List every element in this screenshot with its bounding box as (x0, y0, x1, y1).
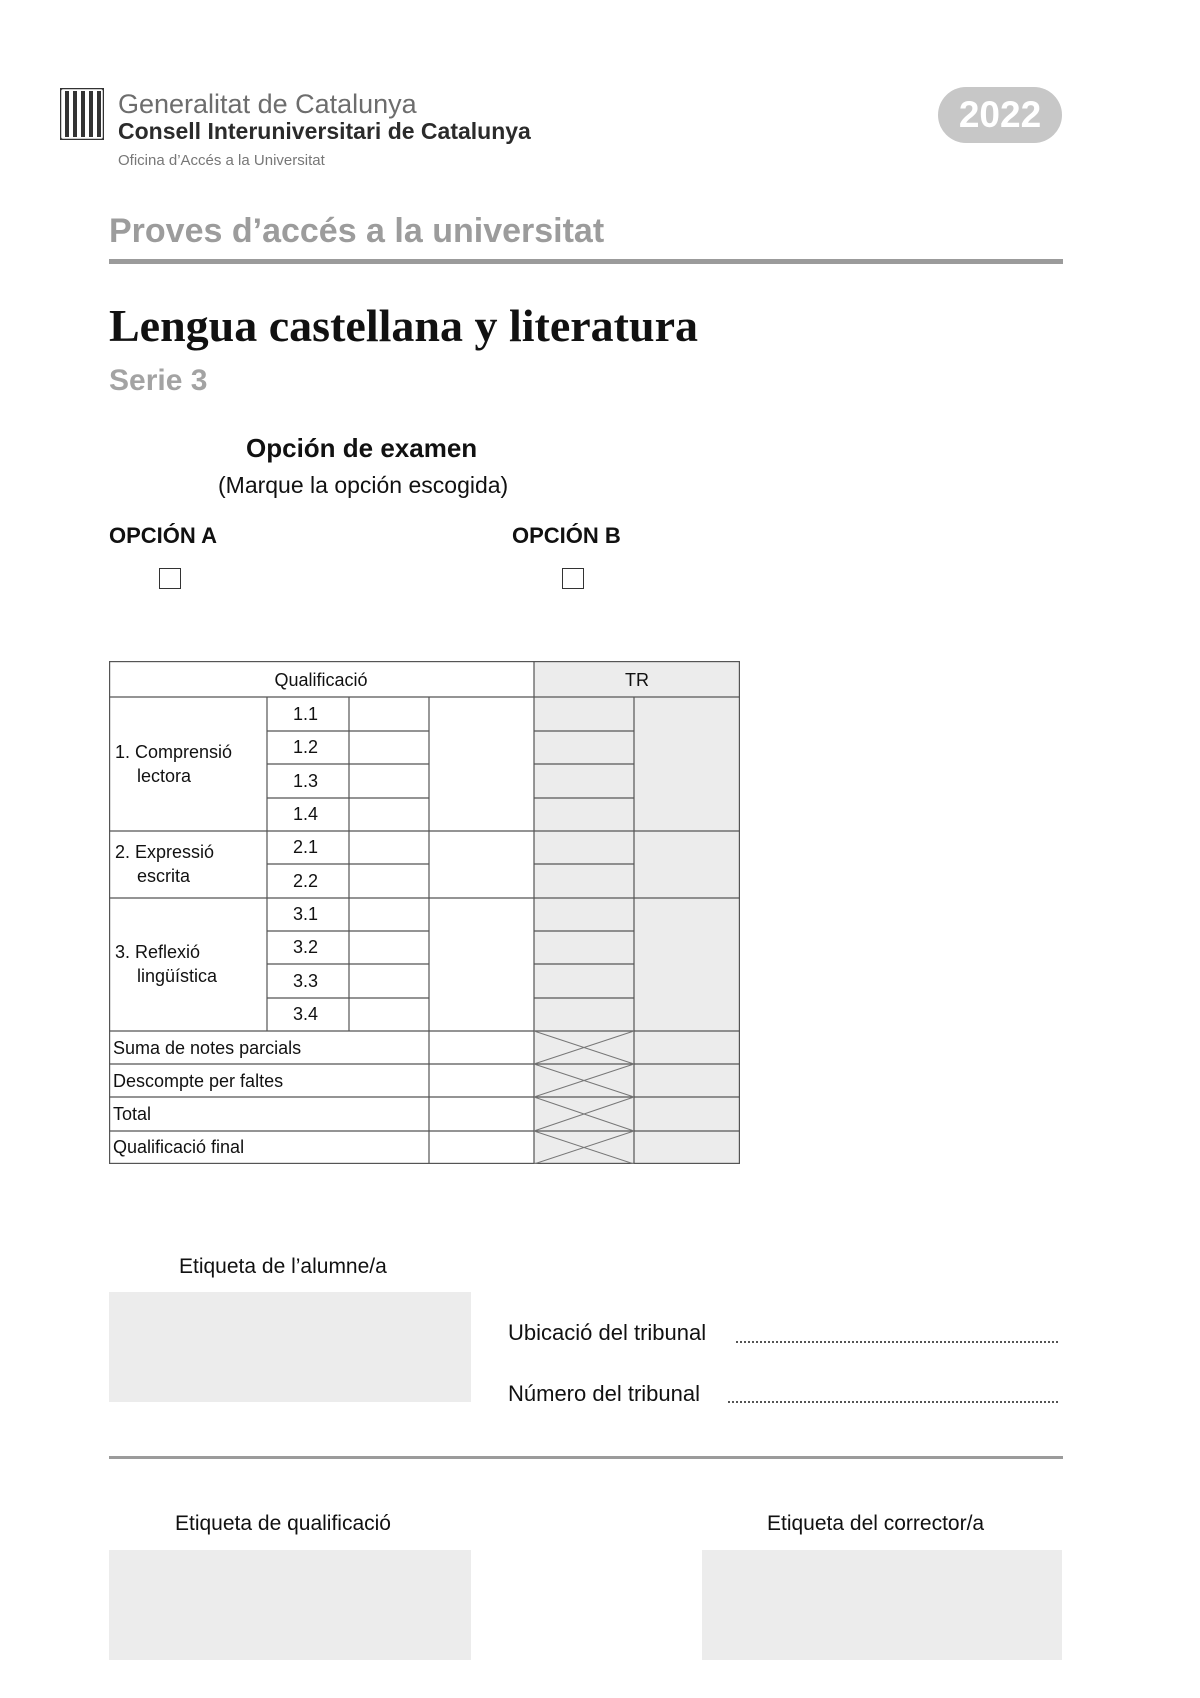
item-number: 3.4 (293, 1004, 319, 1024)
section-label: escrita (137, 866, 191, 886)
grade-table (109, 661, 740, 1164)
option-title: Opción de examen (246, 433, 478, 463)
section-label: lectora (137, 766, 192, 786)
item-number: 3.3 (293, 971, 319, 991)
summary-row-label: Descompte per faltes (113, 1071, 284, 1091)
generalitat-logo-icon (60, 88, 104, 140)
item-number: 1.4 (293, 804, 319, 824)
tribunal-number-field[interactable] (728, 1401, 1058, 1403)
student-label-box (109, 1292, 471, 1402)
item-number: 2.2 (293, 871, 319, 891)
item-number: 3.2 (293, 937, 319, 957)
item-number: 1.2 (293, 737, 319, 757)
tribunal-number-label: Número del tribunal (508, 1381, 700, 1406)
section-divider (109, 1456, 1063, 1459)
tribunal-location-field[interactable] (736, 1341, 1058, 1343)
option-instruction: (Marque la opción escogida) (218, 472, 509, 498)
tribunal-location-label: Ubicació del tribunal (508, 1320, 707, 1345)
item-number: 3.1 (293, 904, 319, 924)
option-a-checkbox[interactable] (159, 568, 181, 589)
summary-row-label: Qualificació final (113, 1137, 245, 1157)
student-label-caption: Etiqueta de l’alumne/a (179, 1255, 387, 1278)
option-a-label: OPCIÓN A (109, 523, 217, 548)
item-number: 1.1 (293, 704, 319, 724)
option-b-checkbox[interactable] (562, 568, 584, 589)
org-name-council: Consell Interuniversitari de Catalunya (118, 118, 531, 144)
exam-subject: Lengua castellana y literatura (109, 300, 698, 351)
org-name-generalitat: Generalitat de Catalunya (118, 89, 417, 119)
section-label: 2. Expressió (115, 842, 215, 862)
exam-series: Serie 3 (109, 364, 208, 397)
item-number: 1.3 (293, 771, 319, 791)
corrector-label-caption: Etiqueta del corrector/a (767, 1512, 985, 1535)
tr-shaded-area (534, 661, 740, 1164)
corrector-label-box (702, 1550, 1062, 1660)
grade-label-caption: Etiqueta de qualificació (175, 1512, 391, 1535)
grade-header-label: Qualificació (274, 670, 368, 690)
section-label: 3. Reflexió (115, 942, 201, 962)
year-badge: 2022 (938, 87, 1062, 143)
header-divider (109, 259, 1063, 264)
section-label: 1. Comprensió (115, 742, 233, 762)
section-title: Proves d’accés a la universitat (109, 212, 605, 250)
tr-header-label: TR (625, 670, 649, 690)
item-number: 2.1 (293, 837, 319, 857)
summary-row-label: Suma de notes parcials (113, 1038, 302, 1058)
section-label: lingüística (137, 966, 218, 986)
summary-row-label: Total (113, 1104, 152, 1124)
option-b-label: OPCIÓN B (512, 523, 621, 548)
org-name-office: Oficina d’Accés a la Universitat (118, 152, 325, 169)
grade-label-box (109, 1550, 471, 1660)
